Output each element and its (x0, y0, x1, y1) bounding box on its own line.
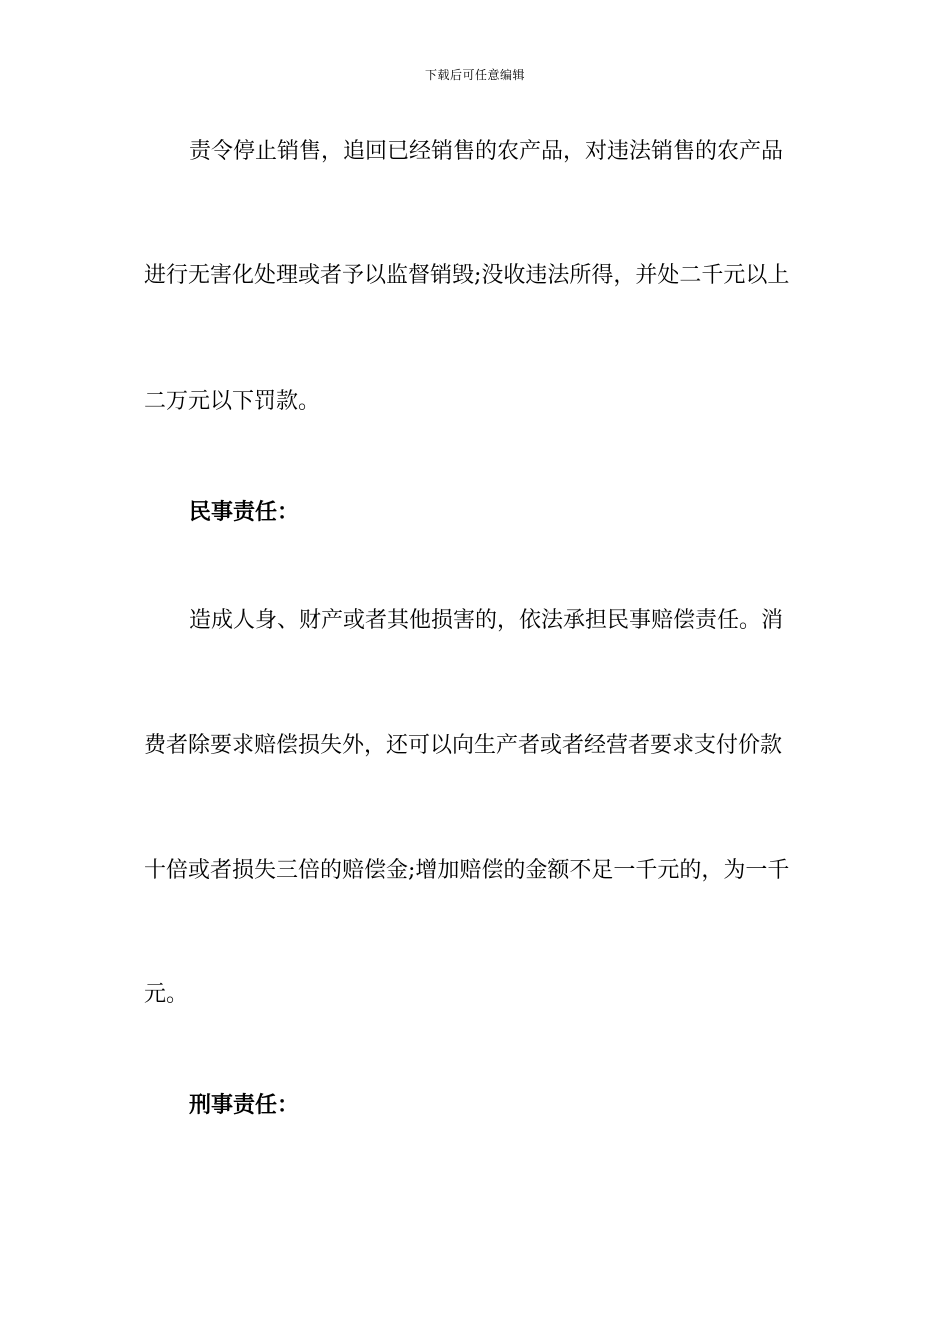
header-note: 下载后可任意编辑 (424, 68, 525, 82)
paragraph-line: 进行无害化处理或者予以监督销毁;没收违法所得，并处二千元以上 (144, 263, 790, 288)
paragraph-line: 责令停止销售，追回已经销售的农产品，对违法销售的农产品 (189, 139, 784, 164)
section-heading-civil-liability: 民事责任： (189, 499, 300, 525)
paragraph-line: 费者除要求赔偿损失外，还可以向生产者或者经营者要求支付价款 (144, 733, 783, 758)
paragraph-line: 元。 (144, 982, 189, 1007)
paragraph-line: 十倍或者损失三倍的赔偿金;增加赔偿的金额不足一千元的，为一千 (144, 858, 790, 883)
paragraph-line: 二万元以下罚款。 (144, 389, 321, 414)
section-heading-criminal-liability: 刑事责任： (189, 1092, 300, 1118)
paragraph-line: 造成人身、财产或者其他损害的，依法承担民事赔偿责任。消 (189, 608, 784, 633)
